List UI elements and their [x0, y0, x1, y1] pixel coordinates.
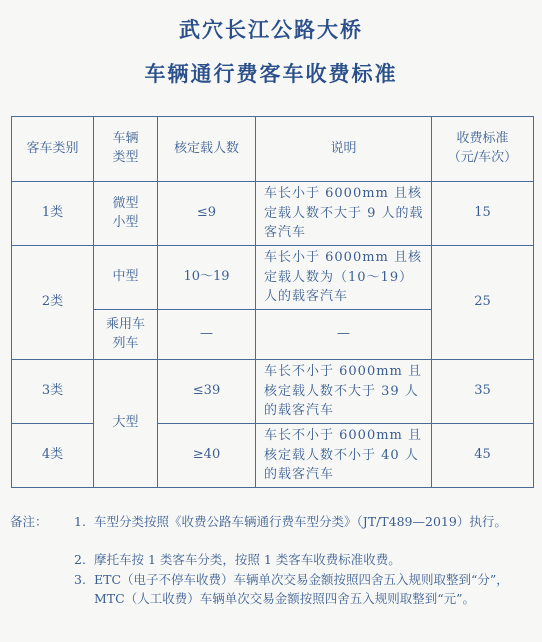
header-vehicle-type	[94, 117, 158, 182]
header-vehicle-type-text: 车辆 类型	[112, 131, 139, 165]
header-fee-text: 收费标准 （元/车次）	[447, 131, 518, 165]
table-row	[12, 424, 534, 488]
row3-description: 车长不小于 6000mm 且核定载人数不大于 39 人的载客汽车	[256, 360, 432, 424]
row1-description: 车长小于 6000mm 且核定载人数不大于 9 人的载客汽车	[256, 182, 432, 246]
row2b-vehicle-type-text: 乘用车 列车	[105, 316, 145, 351]
row3-fee: 35	[432, 360, 534, 424]
header-fee	[432, 117, 534, 182]
note-1-number: 1.	[74, 514, 86, 529]
table-header-row	[12, 117, 534, 182]
row4-capacity: ≥40	[158, 424, 256, 488]
title-line-2: 车辆通行费客车收费标准	[144, 62, 398, 86]
row2b-capacity: —	[158, 310, 256, 360]
row2-category: 2类	[12, 246, 94, 360]
row2-description: 车长小于 6000mm 且核定载人数为（10～19）人的载客汽车	[256, 246, 432, 310]
row4-category: 4类	[12, 424, 94, 488]
table-row	[12, 246, 534, 310]
note-item-3	[74, 570, 534, 608]
fee-table	[11, 116, 534, 488]
row4-description: 车长不小于 6000mm 且核定载人数不小于 40 人的载客汽车	[256, 424, 432, 488]
note-item-2	[74, 550, 534, 569]
row1-fee: 15	[432, 182, 534, 246]
header-category: 客车类别	[12, 117, 94, 182]
row4-fee: 45	[432, 424, 534, 488]
note-1-text: 车型分类按照《收费公路车辆通行费车型分类》（JT/T489—2019）执行。	[94, 514, 507, 529]
row3-vehicle-type: 大型	[94, 360, 158, 488]
row3-category: 3类	[12, 360, 94, 424]
row2-vehicle-type: 中型	[94, 246, 158, 310]
header-capacity: 核定载人数	[158, 117, 256, 182]
note-2-text: 摩托车按 1 类客车分类，按照 1 类客车收费标准收费。	[94, 552, 401, 567]
row2-fee: 25	[432, 246, 534, 360]
row1-vehicle-type-text: 微型 小型	[112, 195, 139, 230]
note-item-1	[74, 512, 534, 531]
row2b-description: —	[256, 310, 432, 360]
notes-label: 备注：	[10, 514, 48, 529]
note-3-number: 3.	[74, 572, 86, 587]
row3-capacity: ≤39	[158, 360, 256, 424]
row1-category: 1类	[12, 182, 94, 246]
row1-capacity: ≤9	[158, 182, 256, 246]
table-row	[12, 360, 534, 424]
row2-capacity: 10～19	[158, 246, 256, 310]
note-3-text: ETC（电子不停车收费）车辆单次交易金额按照四舍五入规则取整到“分”，MTC（人工收费）车辆单次交易金额按照四舍五入规则取整到“元”。	[94, 572, 509, 606]
header-description: 说明	[256, 117, 432, 182]
row1-vehicle-type	[94, 182, 158, 246]
note-2-number: 2.	[74, 552, 86, 567]
table-row	[12, 182, 534, 246]
row2b-vehicle-type	[94, 310, 158, 360]
title-line-1: 武穴长江公路大桥	[179, 18, 363, 42]
